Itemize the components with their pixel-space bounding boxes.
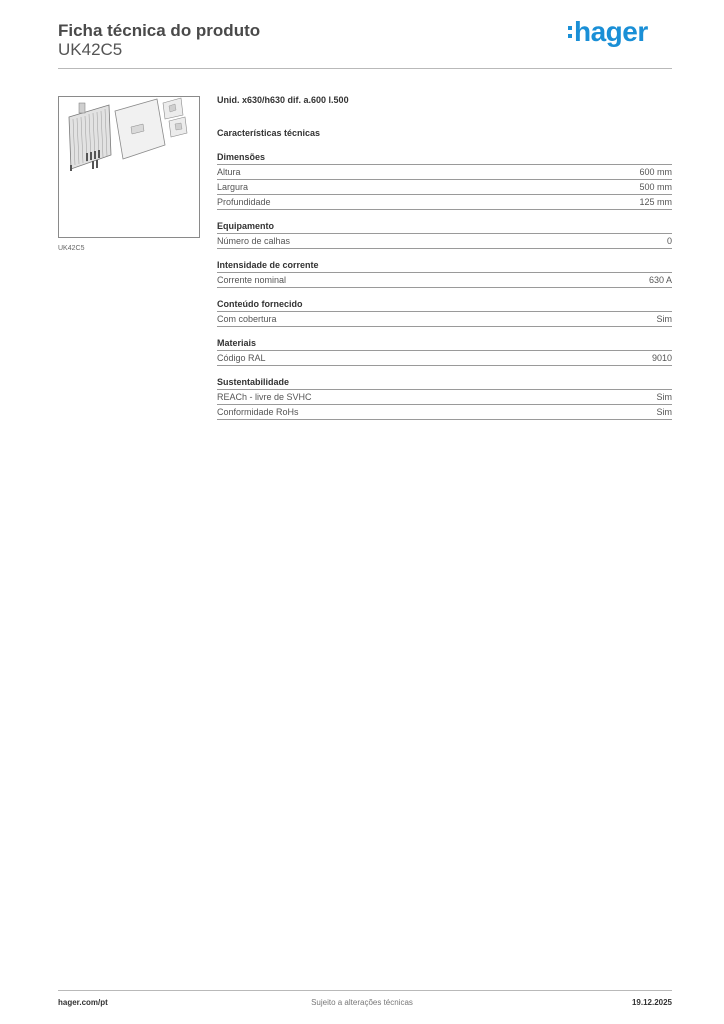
spec-row-label: Código RAL — [217, 353, 266, 363]
page-title: Ficha técnica do produto — [58, 21, 261, 40]
spec-row — [217, 405, 672, 420]
hager-logo — [568, 16, 648, 48]
spec-row-value: Sim — [656, 314, 672, 324]
spec-group — [217, 375, 672, 420]
footer-notice: Sujeito a alterações técnicas — [311, 998, 413, 1007]
spec-row — [217, 351, 672, 366]
product-code: UK42C5 — [58, 40, 123, 59]
spec-row-value: 0 — [666, 236, 672, 246]
spec-group-title: Materiais — [217, 336, 672, 351]
product-image — [58, 96, 200, 238]
spec-row-value: Sim — [656, 407, 672, 417]
logo-dots-icon — [568, 26, 572, 38]
spec-row-label: Com cobertura — [217, 314, 277, 324]
spec-group — [217, 336, 672, 366]
image-caption: UK42C5 — [58, 245, 85, 252]
spec-row-value: 600 mm — [639, 167, 672, 177]
footer-date: 19.12.2025 — [631, 998, 672, 1007]
spec-group — [217, 258, 672, 288]
spec-row-value: 125 mm — [639, 197, 672, 207]
spec-row-label: Corrente nominal — [217, 275, 287, 285]
spec-row-label: Número de calhas — [217, 236, 291, 246]
spec-row — [217, 234, 672, 249]
spec-group-title: Dimensões — [217, 150, 672, 165]
spec-row-label: REACh - livre de SVHC — [217, 392, 312, 402]
spec-row-label: Conformidade RoHs — [217, 407, 299, 417]
spec-row — [217, 312, 672, 327]
spec-group — [217, 297, 672, 327]
header-divider — [58, 68, 672, 69]
spec-row-value: Sim — [656, 392, 672, 402]
product-description: Unid. x630/h630 dif. a.600 l.500 — [217, 95, 349, 105]
spec-row — [217, 390, 672, 405]
footer-divider — [58, 990, 672, 991]
technical-spec — [217, 92, 672, 420]
spec-group — [217, 219, 672, 249]
spec-row-label: Largura — [217, 182, 249, 192]
spec-row-value: 9010 — [651, 353, 672, 363]
logo-text: hager — [574, 16, 648, 47]
spec-row — [217, 195, 672, 210]
product-illustration-icon — [59, 97, 199, 237]
spec-row — [217, 165, 672, 180]
spec-groups — [217, 150, 672, 420]
spec-row-label: Profundidade — [217, 197, 271, 207]
spec-row-value: 500 mm — [639, 182, 672, 192]
spec-group — [217, 150, 672, 210]
spec-row — [217, 180, 672, 195]
spec-group-title: Intensidade de corrente — [217, 258, 672, 273]
spec-row-value: 630 A — [648, 275, 672, 285]
spec-group-title: Sustentabilidade — [217, 375, 672, 390]
footer-website-link[interactable]: hager.com/pt — [58, 998, 108, 1007]
spec-heading: Características técnicas — [217, 128, 321, 138]
spec-group-title: Equipamento — [217, 219, 672, 234]
spec-row — [217, 273, 672, 288]
spec-group-title: Conteúdo fornecido — [217, 297, 672, 312]
spec-row-label: Altura — [217, 167, 241, 177]
